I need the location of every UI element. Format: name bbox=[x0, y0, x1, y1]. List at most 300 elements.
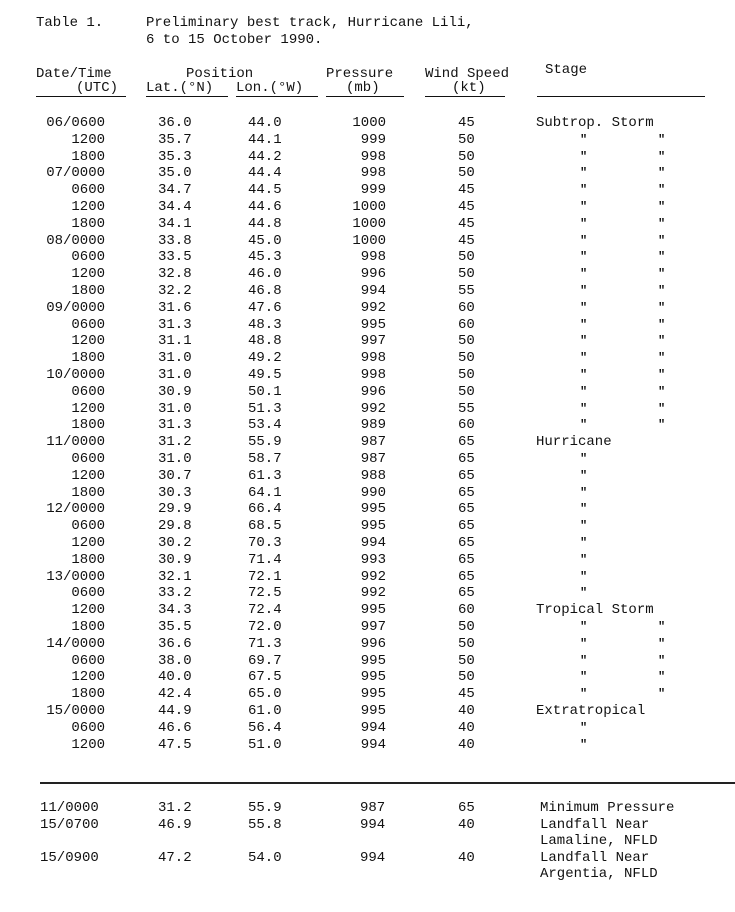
cell-wind-speed: 50 bbox=[458, 652, 475, 669]
cell-date-time: 1800 bbox=[71, 350, 105, 367]
ditto-mark: " bbox=[580, 317, 588, 332]
cell-pressure: 1000 bbox=[352, 115, 386, 131]
cell-pressure: 998 bbox=[360, 350, 386, 367]
header-lat: Lat.(°N) bbox=[146, 80, 214, 96]
cell-date-time: 0600 bbox=[71, 383, 105, 400]
cell-wind-speed: 40 bbox=[458, 736, 475, 753]
cell-pressure: 992 bbox=[360, 585, 386, 602]
table-row bbox=[0, 350, 735, 367]
cell-date-time: 11/0000 bbox=[46, 434, 105, 451]
cell-lon: 48.3 bbox=[248, 316, 282, 333]
table-row bbox=[0, 300, 735, 317]
cell-lon: 50.1 bbox=[248, 383, 282, 400]
ditto-mark: " bbox=[580, 300, 588, 315]
cell-wind-speed: 60 bbox=[458, 602, 475, 619]
cell-lat: 31.6 bbox=[158, 299, 192, 316]
ditto-mark: " bbox=[580, 267, 588, 282]
cell-date-time: 15/0000 bbox=[46, 703, 105, 719]
cell-lat: 47.5 bbox=[158, 736, 192, 753]
ditto-mark: " bbox=[580, 569, 588, 584]
cell-date-time: 0600 bbox=[71, 182, 105, 199]
cell-lon: 53.4 bbox=[248, 417, 282, 434]
cell-lon: 55.9 bbox=[248, 434, 282, 451]
cell-pressure: 989 bbox=[360, 417, 386, 434]
cell-pressure: 995 bbox=[360, 602, 386, 619]
table-row bbox=[0, 317, 735, 334]
header-utc: (UTC) bbox=[76, 80, 119, 96]
cell-lat: 31.0 bbox=[158, 400, 192, 417]
summary-stage: Minimum Pressure bbox=[540, 800, 675, 816]
cell-lon: 48.8 bbox=[248, 333, 282, 350]
cell-pressure: 992 bbox=[360, 299, 386, 316]
header-underline-wind bbox=[425, 96, 505, 97]
ditto-mark: " bbox=[658, 334, 666, 349]
cell-lat: 33.8 bbox=[158, 232, 192, 249]
header-underline-lat bbox=[146, 96, 228, 97]
cell-pressure: 996 bbox=[360, 383, 386, 400]
cell-date-time: 1200 bbox=[71, 199, 105, 215]
cell-lat: 38.0 bbox=[158, 652, 192, 669]
ditto-mark: " bbox=[658, 132, 666, 147]
cell-date-time: 1200 bbox=[71, 669, 105, 686]
cell-wind-speed: 55 bbox=[458, 283, 475, 299]
summary-pressure: 987 bbox=[360, 800, 386, 816]
cell-pressure: 998 bbox=[360, 148, 386, 165]
summary-lon: 54.0 bbox=[248, 850, 282, 866]
ditto-mark: " bbox=[580, 183, 588, 198]
ditto-mark: " bbox=[580, 368, 588, 382]
summary-wind-speed: 40 bbox=[458, 850, 475, 866]
summary-stage: Landfall Near bbox=[540, 850, 650, 866]
cell-lat: 34.7 bbox=[158, 182, 192, 199]
ditto-mark: " bbox=[658, 384, 666, 399]
cell-stage: Extratropical bbox=[536, 703, 646, 719]
cell-pressure: 990 bbox=[360, 484, 386, 501]
cell-lat: 33.5 bbox=[158, 249, 192, 266]
cell-date-time: 0600 bbox=[71, 316, 105, 333]
ditto-mark: " bbox=[580, 284, 588, 298]
ditto-mark: " bbox=[658, 368, 666, 382]
cell-lon: 44.6 bbox=[248, 199, 282, 215]
cell-wind-speed: 45 bbox=[458, 232, 475, 249]
table-row bbox=[0, 216, 735, 233]
ditto-mark: " bbox=[580, 216, 588, 231]
cell-lat: 34.3 bbox=[158, 602, 192, 619]
cell-wind-speed: 65 bbox=[458, 518, 475, 535]
ditto-mark: " bbox=[580, 519, 588, 534]
cell-wind-speed: 65 bbox=[458, 535, 475, 551]
table-row bbox=[0, 165, 735, 182]
ditto-mark: " bbox=[658, 653, 666, 668]
cell-date-time: 0600 bbox=[71, 652, 105, 669]
cell-date-time: 1200 bbox=[71, 535, 105, 551]
cell-lat: 35.5 bbox=[158, 619, 192, 635]
cell-lon: 72.4 bbox=[248, 602, 282, 619]
cell-date-time: 1200 bbox=[71, 602, 105, 619]
table-row bbox=[0, 535, 735, 552]
table-row bbox=[0, 703, 735, 720]
table-row bbox=[0, 451, 735, 468]
header-position: Position bbox=[186, 66, 254, 82]
cell-wind-speed: 50 bbox=[458, 148, 475, 165]
cell-pressure: 995 bbox=[360, 669, 386, 686]
cell-lon: 71.3 bbox=[248, 635, 282, 652]
cell-stage: Hurricane bbox=[536, 434, 612, 451]
table-row bbox=[0, 132, 735, 149]
cell-lon: 67.5 bbox=[248, 669, 282, 686]
cell-lat: 42.4 bbox=[158, 686, 192, 703]
cell-wind-speed: 65 bbox=[458, 451, 475, 467]
cell-pressure: 996 bbox=[360, 266, 386, 283]
cell-pressure: 996 bbox=[360, 635, 386, 652]
cell-wind-speed: 65 bbox=[458, 434, 475, 451]
table-row bbox=[0, 585, 735, 602]
cell-date-time: 1800 bbox=[71, 417, 105, 434]
summary-pressure: 994 bbox=[360, 817, 386, 833]
summary-wind-speed: 65 bbox=[458, 800, 475, 816]
table-title: Preliminary best track, Hurricane Lili, bbox=[146, 15, 474, 31]
cell-lat: 34.4 bbox=[158, 199, 192, 215]
ditto-mark: " bbox=[580, 132, 588, 147]
ditto-mark: " bbox=[580, 334, 588, 349]
cell-date-time: 13/0000 bbox=[46, 568, 105, 585]
ditto-mark: " bbox=[658, 317, 666, 332]
cell-wind-speed: 65 bbox=[458, 585, 475, 602]
table-row bbox=[0, 720, 735, 737]
cell-pressure: 995 bbox=[360, 652, 386, 669]
summary-pressure: 994 bbox=[360, 850, 386, 866]
cell-date-time: 1200 bbox=[71, 400, 105, 417]
cell-lon: 70.3 bbox=[248, 535, 282, 551]
summary-lat: 47.2 bbox=[158, 850, 192, 866]
cell-lon: 58.7 bbox=[248, 451, 282, 467]
cell-lat: 31.3 bbox=[158, 316, 192, 333]
cell-lat: 40.0 bbox=[158, 669, 192, 686]
cell-pressure: 992 bbox=[360, 400, 386, 417]
ditto-mark: " bbox=[580, 384, 588, 399]
cell-wind-speed: 50 bbox=[458, 367, 475, 383]
header-lon: Lon.(°W) bbox=[236, 80, 304, 96]
summary-stage: Landfall Near bbox=[540, 817, 650, 833]
cell-wind-speed: 45 bbox=[458, 199, 475, 215]
cell-date-time: 1200 bbox=[71, 131, 105, 148]
cell-pressure: 995 bbox=[360, 686, 386, 703]
cell-date-time: 09/0000 bbox=[46, 299, 105, 316]
ditto-mark: " bbox=[658, 233, 666, 248]
table-row bbox=[0, 149, 735, 166]
cell-date-time: 1200 bbox=[71, 333, 105, 350]
ditto-mark: " bbox=[658, 250, 666, 265]
cell-pressure: 987 bbox=[360, 451, 386, 467]
cell-date-time: 1800 bbox=[71, 148, 105, 165]
cell-wind-speed: 65 bbox=[458, 568, 475, 585]
cell-pressure: 994 bbox=[360, 283, 386, 299]
cell-wind-speed: 50 bbox=[458, 635, 475, 652]
cell-lat: 33.2 bbox=[158, 585, 192, 602]
cell-wind-speed: 45 bbox=[458, 115, 475, 131]
cell-wind-speed: 45 bbox=[458, 686, 475, 703]
cell-pressure: 997 bbox=[360, 619, 386, 635]
ditto-mark: " bbox=[580, 250, 588, 265]
ditto-mark: " bbox=[658, 418, 666, 433]
cell-pressure: 1000 bbox=[352, 199, 386, 215]
ditto-mark: " bbox=[580, 536, 588, 550]
table-row bbox=[0, 434, 735, 451]
cell-stage: Tropical Storm bbox=[536, 602, 654, 619]
cell-date-time: 0600 bbox=[71, 518, 105, 535]
ditto-mark: " bbox=[658, 183, 666, 198]
table-row bbox=[0, 619, 735, 636]
ditto-mark: " bbox=[658, 401, 666, 416]
cell-pressure: 993 bbox=[360, 551, 386, 568]
ditto-mark: " bbox=[658, 687, 666, 702]
cell-lat: 32.1 bbox=[158, 568, 192, 585]
cell-pressure: 995 bbox=[360, 501, 386, 518]
header-kt: (kt) bbox=[452, 80, 486, 96]
ditto-mark: " bbox=[580, 620, 588, 634]
cell-wind-speed: 45 bbox=[458, 215, 475, 232]
cell-date-time: 10/0000 bbox=[46, 367, 105, 383]
cell-wind-speed: 65 bbox=[458, 484, 475, 501]
table-row bbox=[0, 333, 735, 350]
ditto-mark: " bbox=[580, 452, 588, 466]
table-row bbox=[0, 468, 735, 485]
cell-pressure: 988 bbox=[360, 467, 386, 484]
ditto-mark: " bbox=[658, 620, 666, 634]
table-row bbox=[0, 737, 735, 754]
cell-lat: 29.9 bbox=[158, 501, 192, 518]
cell-lon: 44.8 bbox=[248, 215, 282, 232]
cell-lon: 51.0 bbox=[248, 736, 282, 753]
cell-date-time: 0600 bbox=[71, 719, 105, 736]
cell-lon: 44.5 bbox=[248, 182, 282, 199]
ditto-mark: " bbox=[580, 200, 588, 214]
cell-lon: 64.1 bbox=[248, 484, 282, 501]
cell-date-time: 06/0600 bbox=[46, 115, 105, 131]
ditto-mark: " bbox=[658, 300, 666, 315]
header-underline-lon bbox=[236, 96, 318, 97]
cell-lon: 72.5 bbox=[248, 585, 282, 602]
cell-lat: 31.0 bbox=[158, 451, 192, 467]
cell-date-time: 1200 bbox=[71, 467, 105, 484]
cell-date-time: 1800 bbox=[71, 283, 105, 299]
table-row bbox=[0, 636, 735, 653]
cell-pressure: 987 bbox=[360, 434, 386, 451]
table-row bbox=[0, 401, 735, 418]
cell-stage: Subtrop. Storm bbox=[536, 115, 654, 131]
cell-wind-speed: 50 bbox=[458, 165, 475, 182]
ditto-mark: " bbox=[580, 670, 588, 685]
cell-lon: 45.0 bbox=[248, 232, 282, 249]
ditto-mark: " bbox=[580, 418, 588, 433]
table-row bbox=[0, 367, 735, 384]
table-row bbox=[0, 569, 735, 586]
header-pressure: Pressure bbox=[326, 66, 394, 82]
cell-lon: 44.2 bbox=[248, 148, 282, 165]
cell-pressure: 997 bbox=[360, 333, 386, 350]
cell-lon: 68.5 bbox=[248, 518, 282, 535]
cell-wind-speed: 60 bbox=[458, 299, 475, 316]
cell-lat: 31.2 bbox=[158, 434, 192, 451]
cell-lon: 56.4 bbox=[248, 719, 282, 736]
summary-lat: 46.9 bbox=[158, 817, 192, 833]
cell-wind-speed: 50 bbox=[458, 383, 475, 400]
cell-lon: 69.7 bbox=[248, 652, 282, 669]
header-underline-date bbox=[36, 96, 126, 97]
ditto-mark: " bbox=[580, 468, 588, 483]
cell-lat: 32.8 bbox=[158, 266, 192, 283]
ditto-mark: " bbox=[658, 284, 666, 298]
cell-wind-speed: 60 bbox=[458, 417, 475, 434]
cell-wind-speed: 40 bbox=[458, 719, 475, 736]
cell-pressure: 995 bbox=[360, 518, 386, 535]
header-wind-speed: Wind Speed bbox=[425, 66, 510, 82]
summary-wind-speed: 40 bbox=[458, 817, 475, 833]
cell-lon: 61.3 bbox=[248, 467, 282, 484]
ditto-mark: " bbox=[658, 200, 666, 214]
cell-lon: 72.1 bbox=[248, 568, 282, 585]
cell-lon: 44.1 bbox=[248, 131, 282, 148]
table-row bbox=[0, 653, 735, 670]
cell-date-time: 1200 bbox=[71, 736, 105, 753]
cell-pressure: 1000 bbox=[352, 232, 386, 249]
ditto-mark: " bbox=[580, 687, 588, 702]
cell-wind-speed: 50 bbox=[458, 333, 475, 350]
cell-wind-speed: 65 bbox=[458, 467, 475, 484]
cell-pressure: 998 bbox=[360, 249, 386, 266]
ditto-mark: " bbox=[658, 166, 666, 181]
cell-wind-speed: 65 bbox=[458, 501, 475, 518]
cell-wind-speed: 65 bbox=[458, 551, 475, 568]
cell-lon: 44.0 bbox=[248, 115, 282, 131]
table-row bbox=[0, 602, 735, 619]
cell-lat: 29.8 bbox=[158, 518, 192, 535]
cell-date-time: 0600 bbox=[71, 451, 105, 467]
ditto-mark: " bbox=[580, 636, 588, 651]
cell-lat: 44.9 bbox=[158, 703, 192, 719]
ditto-mark: " bbox=[580, 502, 588, 517]
cell-lat: 30.7 bbox=[158, 467, 192, 484]
summary-lat: 31.2 bbox=[158, 800, 192, 816]
table-row bbox=[0, 552, 735, 569]
cell-lat: 31.0 bbox=[158, 350, 192, 367]
table-row bbox=[0, 199, 735, 216]
ditto-mark: " bbox=[580, 586, 588, 601]
cell-wind-speed: 50 bbox=[458, 249, 475, 266]
cell-lon: 65.0 bbox=[248, 686, 282, 703]
cell-date-time: 08/0000 bbox=[46, 232, 105, 249]
cell-pressure: 994 bbox=[360, 535, 386, 551]
cell-pressure: 999 bbox=[360, 131, 386, 148]
ditto-mark: " bbox=[580, 485, 588, 500]
cell-lat: 35.3 bbox=[158, 148, 192, 165]
table-row bbox=[0, 518, 735, 535]
summary-date-time: 11/0000 bbox=[40, 800, 99, 816]
ditto-mark: " bbox=[580, 737, 588, 752]
cell-lon: 72.0 bbox=[248, 619, 282, 635]
cell-wind-speed: 55 bbox=[458, 400, 475, 417]
cell-lon: 46.0 bbox=[248, 266, 282, 283]
ditto-mark: " bbox=[580, 149, 588, 164]
cell-lat: 36.0 bbox=[158, 115, 192, 131]
cell-lat: 30.2 bbox=[158, 535, 192, 551]
table-row bbox=[0, 501, 735, 518]
cell-date-time: 12/0000 bbox=[46, 501, 105, 518]
table-row bbox=[0, 249, 735, 266]
ditto-mark: " bbox=[580, 401, 588, 416]
ditto-mark: " bbox=[658, 149, 666, 164]
cell-date-time: 0600 bbox=[71, 249, 105, 266]
cell-wind-speed: 50 bbox=[458, 669, 475, 686]
table-row bbox=[0, 485, 735, 502]
header-underline-stage bbox=[537, 96, 705, 97]
cell-date-time: 1800 bbox=[71, 484, 105, 501]
cell-lon: 49.2 bbox=[248, 350, 282, 367]
cell-wind-speed: 50 bbox=[458, 131, 475, 148]
header-stage: Stage bbox=[545, 62, 588, 78]
cell-date-time: 1200 bbox=[71, 266, 105, 283]
table-row bbox=[0, 384, 735, 401]
cell-pressure: 998 bbox=[360, 165, 386, 182]
summary-stage: Lamaline, NFLD bbox=[540, 833, 658, 849]
summary-stage: Argentia, NFLD bbox=[540, 866, 658, 882]
cell-lon: 49.5 bbox=[248, 367, 282, 383]
header-mb: (mb) bbox=[346, 80, 380, 96]
cell-lat: 35.7 bbox=[158, 131, 192, 148]
summary-date-time: 15/0700 bbox=[40, 817, 99, 833]
cell-lat: 46.6 bbox=[158, 719, 192, 736]
cell-lat: 31.1 bbox=[158, 333, 192, 350]
ditto-mark: " bbox=[580, 233, 588, 248]
cell-pressure: 999 bbox=[360, 182, 386, 199]
cell-pressure: 995 bbox=[360, 316, 386, 333]
cell-lat: 35.0 bbox=[158, 165, 192, 182]
ditto-mark: " bbox=[658, 216, 666, 231]
cell-wind-speed: 50 bbox=[458, 619, 475, 635]
table-row bbox=[0, 182, 735, 199]
cell-date-time: 1800 bbox=[71, 215, 105, 232]
cell-pressure: 992 bbox=[360, 568, 386, 585]
cell-lat: 36.6 bbox=[158, 635, 192, 652]
cell-pressure: 998 bbox=[360, 367, 386, 383]
summary-lon: 55.8 bbox=[248, 817, 282, 833]
cell-lon: 46.8 bbox=[248, 283, 282, 299]
ditto-mark: " bbox=[580, 653, 588, 668]
table-row bbox=[0, 266, 735, 283]
header-underline-pressure bbox=[326, 96, 404, 97]
cell-lat: 34.1 bbox=[158, 215, 192, 232]
cell-pressure: 994 bbox=[360, 719, 386, 736]
ditto-mark: " bbox=[580, 552, 588, 567]
cell-date-time: 07/0000 bbox=[46, 165, 105, 182]
ditto-mark: " bbox=[658, 670, 666, 685]
cell-date-time: 1800 bbox=[71, 619, 105, 635]
table-row bbox=[0, 669, 735, 686]
table-subtitle: 6 to 15 October 1990. bbox=[146, 32, 323, 48]
cell-date-time: 1800 bbox=[71, 686, 105, 703]
header-date-time: Date/Time bbox=[36, 66, 112, 82]
table-row bbox=[0, 115, 735, 132]
table-row bbox=[0, 233, 735, 250]
summary-date-time: 15/0900 bbox=[40, 850, 99, 866]
cell-pressure: 994 bbox=[360, 736, 386, 753]
summary-separator bbox=[40, 782, 735, 784]
cell-wind-speed: 50 bbox=[458, 350, 475, 367]
cell-lat: 30.3 bbox=[158, 484, 192, 501]
cell-wind-speed: 60 bbox=[458, 316, 475, 333]
cell-date-time: 1800 bbox=[71, 551, 105, 568]
cell-wind-speed: 40 bbox=[458, 703, 475, 719]
